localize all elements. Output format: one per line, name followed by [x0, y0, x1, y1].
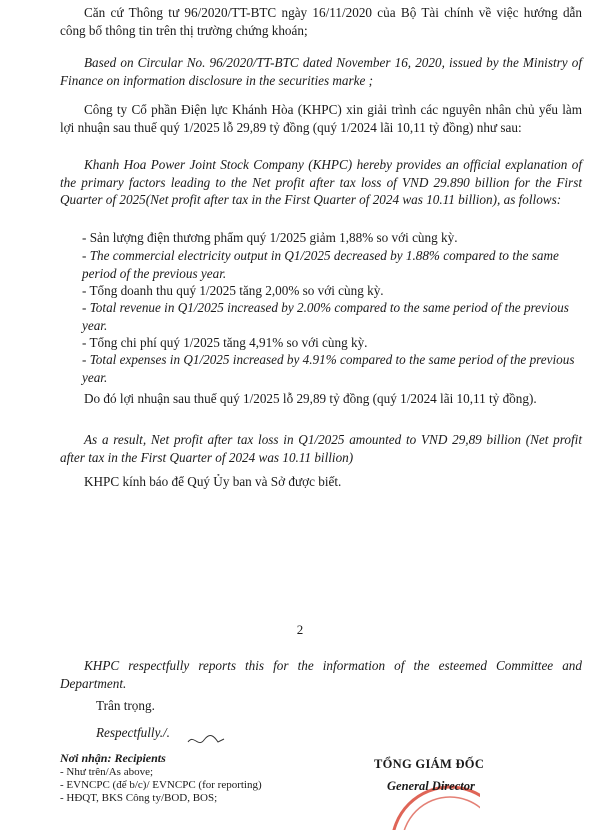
para2-vi: Công ty Cổ phần Điện lực Khánh Hòa (KHPC) xin giải trình các nguyên nhân chủ yếu làm lợi nhuận sau thuế quý 1/2025 lỗ 29,89 tỷ đồng (quý 1/2024 lãi 10,11 tỷ đồng) như sau:	[60, 102, 582, 135]
bullet-item: - Sản lượng điện thương phẩm quý 1/2025 giảm 1,88% so với cùng kỳ.	[82, 230, 458, 245]
page-number: 2	[296, 622, 304, 637]
recipient-item: - Như trên/As above;	[60, 766, 154, 778]
bullet-item: - Total expenses in Q1/2025 increased by 4.91% compared to the same period of the previous year.	[82, 352, 575, 385]
bullet-item: - Total revenue in Q1/2025 increased by 2.00% compared to the same period of the previous year.	[82, 300, 569, 333]
recipient-item: - EVNCPC (để b/c)/ EVNCPC (for reporting)	[60, 779, 262, 791]
signer-title-vi: TỔNG GIÁM ĐỐC	[374, 757, 485, 771]
para3-vi: Do đó lợi nhuận sau thuế quý 1/2025 lỗ 29,89 tỷ đồng (quý 1/2024 lãi 10,11 tỷ đồng).	[84, 391, 537, 406]
report-en: KHPC respectfully reports this for the information of the esteemed Committee and Department.	[60, 658, 582, 691]
para1-vi: Căn cứ Thông tư 96/2020/TT-BTC ngày 16/11/2020 của Bộ Tài chính về việc hướng dẫn công bố thông tin trên thị trường chứng khoán;	[60, 5, 582, 38]
closing-en: Respectfully./.	[96, 725, 170, 740]
recipient-item: - HĐQT, BKS Công ty/BOD, BOS;	[60, 792, 218, 804]
bullet-item: - Tổng doanh thu quý 1/2025 tăng 2,00% so với cùng kỳ.	[82, 283, 384, 298]
initials-scribble-icon	[186, 730, 226, 750]
closing-vi: Trân trọng.	[96, 698, 155, 713]
para1-en: Based on Circular No. 96/2020/TT-BTC dated November 16, 2020, issued by the Ministry of Finance on information disclosure in the securities marke ;	[60, 55, 582, 88]
para2-en: Khanh Hoa Power Joint Stock Company (KHPC) hereby provides an official explanation of the primary factors leading to the Net profit after tax loss of VND 29.890 billion for the First Quarter of 2025(Net profit after tax in the First Quarter of 2024 was 10.11 billion), as follows:	[60, 157, 582, 207]
bullet-item: - The commercial electricity output in Q1/2025 decreased by 1.88% compared to the same period of the previous year.	[82, 248, 559, 281]
bullet-item: - Tổng chi phí quý 1/2025 tăng 4,91% so với cùng kỳ.	[82, 335, 368, 350]
para4-vi: KHPC kính báo để Quý Ủy ban và Sở được biết.	[84, 474, 342, 489]
para3-en: As a result, Net profit after tax loss in Q1/2025 amounted to VND 29,89 billion (Net profit after tax in the First Quarter of 2024 was 10.11 billion)	[60, 432, 582, 465]
recipients-title: Nơi nhận: Recipients	[60, 751, 166, 765]
signer-title-en: General Director	[387, 779, 475, 793]
